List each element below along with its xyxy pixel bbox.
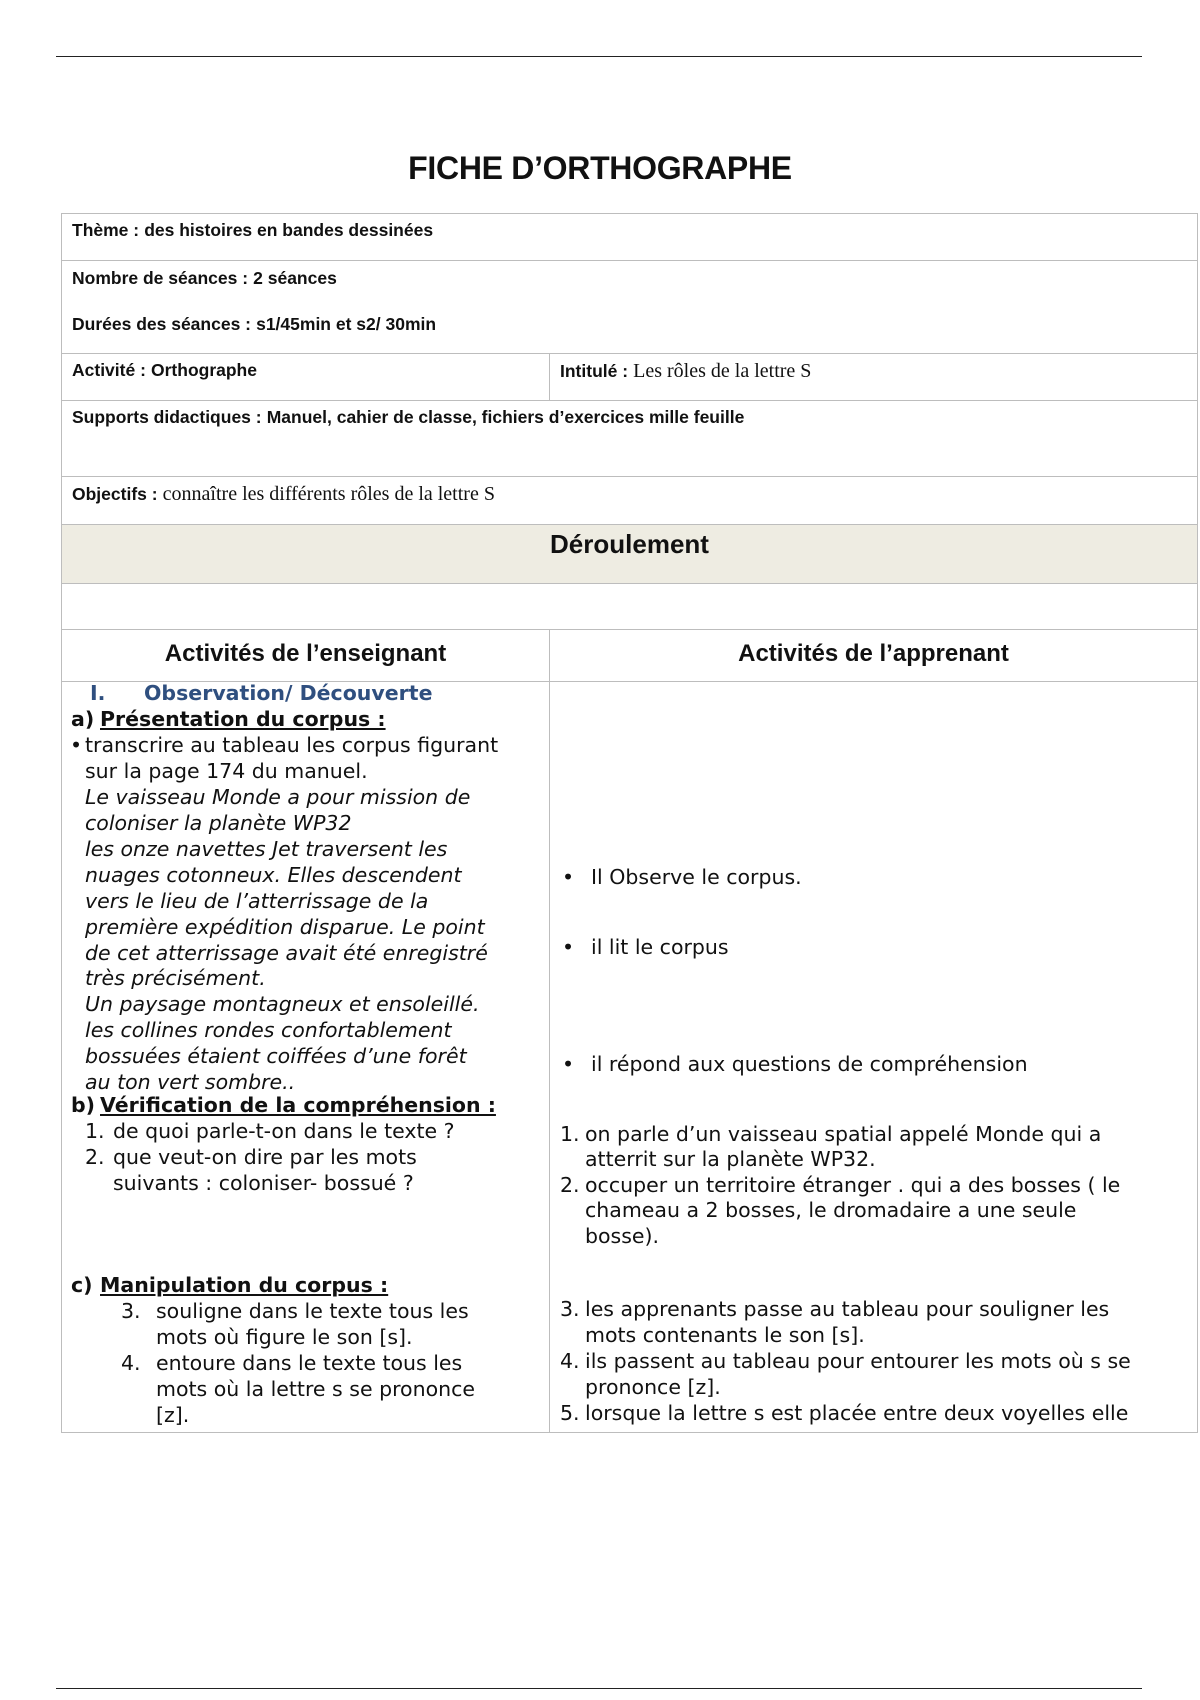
objectifs-label: Objectifs : bbox=[72, 484, 158, 504]
objectifs-row bbox=[62, 477, 1197, 525]
intitule-value: Les rôles de la lettre S bbox=[633, 360, 812, 382]
answer-line: atterrit sur la planète WP32. bbox=[585, 1147, 876, 1171]
seances-label: Nombre de séances : bbox=[72, 268, 249, 288]
a-item-line-1: transcrire au tableau les corpus figurant bbox=[85, 733, 499, 757]
corpus-line: Le vaisseau Monde a pour mission de bbox=[85, 785, 471, 809]
a-bullet: • bbox=[70, 733, 83, 757]
activite-label: Activité : bbox=[72, 360, 146, 380]
corpus-line: les collines rondes confortablement bbox=[85, 1018, 452, 1042]
learner-bullet-text: Il Observe le corpus. bbox=[591, 865, 802, 889]
theme-row bbox=[62, 214, 1197, 261]
durees-value: s1/45min et s2/ 30min bbox=[256, 314, 437, 334]
b-marker: b) bbox=[71, 1093, 96, 1117]
c-item-line: mots où figure le son [s]. bbox=[156, 1325, 413, 1349]
c-item-line: mots où la lettre s se prononce bbox=[156, 1377, 476, 1401]
seances-row bbox=[62, 261, 1197, 354]
supports-label: Supports didactiques : bbox=[72, 407, 262, 427]
header-rule bbox=[56, 56, 1142, 57]
answer-line: ils passent au tableau pour entourer les mots où s se bbox=[585, 1349, 1131, 1373]
objectifs-value: connaître les différents rôles de la lettre S bbox=[162, 483, 495, 505]
a-title: Présentation du corpus : bbox=[100, 707, 386, 731]
intitule-label: Intitulé : bbox=[560, 361, 629, 381]
corpus-line: de cet atterrissage avait été enregistré bbox=[85, 941, 488, 965]
answer-number: 5. bbox=[560, 1401, 580, 1425]
b-title: Vérification de la compréhension : bbox=[100, 1093, 496, 1117]
c-marker: c) bbox=[71, 1273, 93, 1297]
corpus-line: les onze navettes Jet traversent les bbox=[85, 837, 448, 861]
column-headers bbox=[62, 630, 1197, 682]
teacher-activities bbox=[62, 682, 550, 1432]
corpus-line: Un paysage montagneux et ensoleillé. bbox=[85, 992, 480, 1016]
answer-number: 1. bbox=[560, 1122, 580, 1146]
corpus-line: première expédition disparue. Le point bbox=[85, 915, 485, 939]
c-item-number: 3. bbox=[121, 1299, 141, 1323]
answer-line: bosse). bbox=[585, 1224, 660, 1248]
b-item-line: que veut-on dire par les mots bbox=[113, 1145, 417, 1169]
durees-label: Durées des séances : bbox=[72, 314, 251, 334]
b-item-number: 2. bbox=[85, 1145, 105, 1169]
corpus-line: bossuées étaient coiffées d’une forêt bbox=[85, 1044, 467, 1068]
seances-value: 2 séances bbox=[253, 268, 337, 288]
b-item-number: 1. bbox=[85, 1119, 105, 1143]
answer-line: chameau a 2 bosses, le dromadaire a une seule bbox=[585, 1198, 1077, 1222]
learner-column-header: Activités de l’apprenant bbox=[738, 640, 1009, 667]
learner-bullet-text: il lit le corpus bbox=[591, 935, 729, 959]
deroulement-heading: Déroulement bbox=[62, 525, 1197, 584]
answer-line: occuper un territoire étranger . qui a des bosses ( le bbox=[585, 1173, 1121, 1197]
learner-bullet: • bbox=[562, 865, 575, 889]
answer-line: lorsque la lettre s est placée entre deux voyelles elle bbox=[585, 1401, 1129, 1425]
c-item-line: entoure dans le texte tous les bbox=[156, 1351, 463, 1375]
activities-body bbox=[62, 682, 1197, 1432]
corpus-line: au ton vert sombre.. bbox=[85, 1070, 296, 1094]
corpus-line: nuages cotonneux. Elles descendent bbox=[85, 863, 462, 887]
corpus-line: très précisément. bbox=[85, 966, 266, 990]
answer-line: on parle d’un vaisseau spatial appelé Monde qui a bbox=[585, 1122, 1102, 1146]
teacher-column-header: Activités de l’enseignant bbox=[62, 630, 550, 681]
learner-bullet-text: il répond aux questions de compréhension bbox=[591, 1052, 1028, 1076]
theme-label: Thème : bbox=[72, 220, 140, 240]
answer-line: mots contenants le son [s]. bbox=[585, 1323, 865, 1347]
learner-bullet: • bbox=[562, 1052, 575, 1076]
a-marker: a) bbox=[71, 707, 95, 731]
c-title: Manipulation du corpus : bbox=[100, 1273, 389, 1297]
learner-activities bbox=[550, 682, 1197, 1432]
b-item-line: de quoi parle-t-on dans le texte ? bbox=[113, 1119, 455, 1143]
c-item-number: 4. bbox=[121, 1351, 141, 1375]
c-item-line: souligne dans le texte tous les bbox=[156, 1299, 469, 1323]
theme-value: des histoires en bandes dessinées bbox=[144, 220, 434, 240]
section-title: Observation/ Découverte bbox=[144, 681, 433, 705]
a-item-line-2: sur la page 174 du manuel. bbox=[85, 759, 368, 783]
answer-line: les apprenants passe au tableau pour souligner les bbox=[585, 1297, 1110, 1321]
activity-row bbox=[62, 354, 1197, 401]
supports-row bbox=[62, 401, 1197, 477]
lesson-sheet bbox=[61, 213, 1198, 1433]
section-number: I. bbox=[90, 681, 106, 705]
activite-value: Orthographe bbox=[151, 360, 257, 380]
supports-value: Manuel, cahier de classe, fichiers d’exercices mille feuille bbox=[266, 407, 745, 427]
corpus-line: coloniser la planète WP32 bbox=[85, 811, 352, 835]
b-item-line: suivants : coloniser- bossué ? bbox=[113, 1171, 414, 1195]
answer-number: 3. bbox=[560, 1297, 580, 1321]
corpus-line: vers le lieu de l’atterrissage de la bbox=[85, 889, 429, 913]
c-item-line: [z]. bbox=[156, 1403, 190, 1427]
footer-rule bbox=[56, 1688, 1142, 1689]
answer-line: prononce [z]. bbox=[585, 1375, 721, 1399]
page-title: FICHE D’ORTHOGRAPHE bbox=[408, 150, 792, 186]
learner-bullet: • bbox=[562, 935, 575, 959]
empty-row bbox=[62, 584, 1197, 630]
answer-number: 4. bbox=[560, 1349, 580, 1373]
answer-number: 2. bbox=[560, 1173, 580, 1197]
